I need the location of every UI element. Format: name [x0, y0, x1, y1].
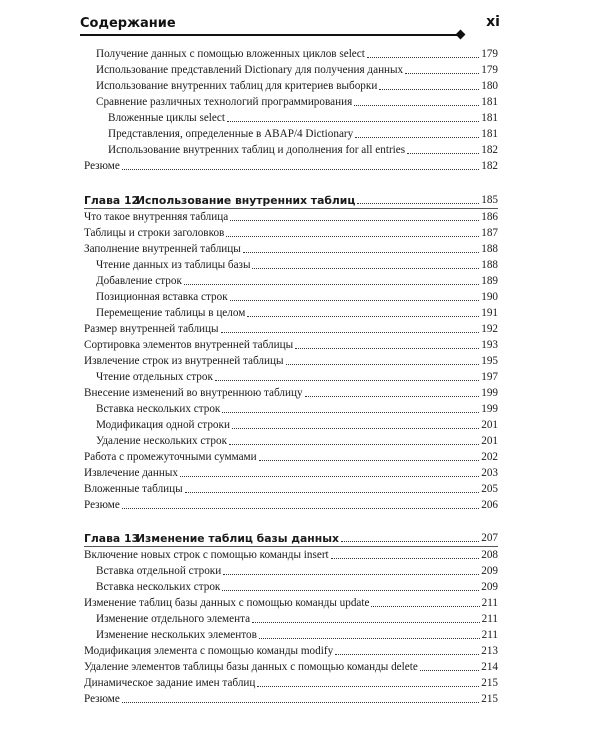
- toc-entry: [84, 158, 498, 173]
- toc-entry-page: 197: [481, 371, 498, 383]
- toc-entry-title: Сравнение различных технологий программирования: [96, 96, 353, 108]
- toc-entry: [84, 225, 498, 240]
- leader-dots: [379, 89, 479, 90]
- leader-dots: [184, 284, 479, 285]
- leader-dots: [295, 348, 479, 349]
- leader-dots: [367, 57, 479, 58]
- toc-entry-page: 215: [481, 677, 498, 689]
- toc-entry: [84, 611, 498, 626]
- toc-entry-title: Вставка нескольких строк: [96, 581, 221, 593]
- leader-dots: [355, 137, 479, 138]
- toc-entry-page: 208: [481, 549, 498, 561]
- toc-entry: [84, 595, 498, 610]
- toc-entry-title: Изменение нескольких элементов: [96, 629, 257, 641]
- toc-entry: [84, 94, 498, 109]
- toc-entry-title: Сортировка элементов внутренней таблицы: [84, 339, 294, 351]
- leader-dots: [122, 702, 479, 703]
- toc-entry-title: Внесение изменений во внутреннюю таблицу: [84, 387, 303, 399]
- toc-entry-page: 189: [481, 275, 498, 287]
- toc-entry-page: 211: [481, 613, 498, 625]
- chapter-page: 185: [481, 194, 498, 206]
- leader-dots: [259, 638, 480, 639]
- toc-entry: [84, 675, 498, 690]
- toc-entry-page: 191: [481, 307, 498, 319]
- toc-entry-title: Удаление элементов таблицы базы данных с помощью команды delete: [84, 661, 418, 673]
- toc-entry-title: Перемещение таблицы в целом: [96, 307, 246, 319]
- chapter-title: Изменение таблиц базы данных: [136, 532, 339, 545]
- toc-entry-page: 190: [481, 291, 498, 303]
- toc-entry-title: Удаление нескольких строк: [96, 435, 228, 447]
- leader-dots: [230, 220, 479, 221]
- toc-entry-title: Представления, определенные в ABAP/4 Dictionary: [108, 128, 354, 140]
- toc-entry-title: Включение новых строк с помощью команды insert: [84, 549, 329, 561]
- leader-dots: [185, 492, 480, 493]
- toc-entry: [84, 401, 498, 416]
- toc-entry-title: Что такое внутренняя таблица: [84, 211, 229, 223]
- toc-entry-page: 211: [481, 629, 498, 641]
- toc-entry-page: 206: [481, 499, 498, 511]
- toc-entry-page: 179: [481, 48, 498, 60]
- leader-dots: [223, 574, 479, 575]
- leader-dots: [335, 654, 479, 655]
- toc-entry-page: 199: [481, 387, 498, 399]
- toc-entry: [84, 110, 498, 125]
- toc-entry-page: 209: [481, 581, 498, 593]
- running-header: [80, 12, 500, 34]
- toc-entry: [84, 353, 498, 368]
- toc-entry-page: 201: [481, 435, 498, 447]
- toc-entry-page: 211: [481, 597, 498, 609]
- toc-entry: [84, 321, 498, 336]
- leader-dots: [229, 444, 479, 445]
- toc-entry-title: Таблицы и строки заголовков: [84, 227, 225, 239]
- toc-entry: [84, 417, 498, 432]
- toc-entry-title: Использование внутренних таблиц для критериев выборки: [96, 80, 378, 92]
- toc-entry-page: 202: [481, 451, 498, 463]
- toc-entry-page: 203: [481, 467, 498, 479]
- leader-dots: [331, 558, 480, 559]
- leader-dots: [180, 476, 479, 477]
- toc-entry: [84, 305, 498, 320]
- toc-entry-title: Чтение данных из таблицы базы: [96, 259, 251, 271]
- toc-entry-page: 181: [481, 128, 498, 140]
- toc-entry: [84, 691, 498, 706]
- toc-entry-title: Вложенные таблицы: [84, 483, 183, 495]
- toc-entry: [84, 627, 498, 642]
- leader-dots: [232, 428, 479, 429]
- toc-entry: [84, 579, 498, 594]
- toc-entry-title: Позиционная вставка строк: [96, 291, 228, 303]
- toc-entry-title: Резюме: [84, 160, 120, 172]
- leader-dots: [122, 169, 479, 170]
- leader-dots: [405, 73, 479, 74]
- toc-entry-page: 188: [481, 259, 498, 271]
- leader-dots: [227, 121, 479, 122]
- toc-entry-title: Модификация одной строки: [96, 419, 230, 431]
- leader-dots: [221, 332, 480, 333]
- header-title: Содержание: [80, 16, 176, 31]
- toc-entry-title: Размер внутренней таблицы: [84, 323, 219, 335]
- toc-entry: [84, 449, 498, 464]
- toc-entry-page: 179: [481, 64, 498, 76]
- toc-entry: [84, 289, 498, 304]
- toc-entry-page: 188: [481, 243, 498, 255]
- toc-entry: [84, 563, 498, 578]
- toc-entry: [84, 62, 498, 77]
- leader-dots: [420, 670, 479, 671]
- toc-entry-page: 181: [481, 112, 498, 124]
- leader-dots: [407, 153, 479, 154]
- chapter-label: Глава 13: [84, 532, 139, 545]
- leader-dots: [215, 380, 479, 381]
- toc-entry: [84, 337, 498, 352]
- toc-entry-title: Добавление строк: [96, 275, 182, 287]
- leader-dots: [252, 268, 479, 269]
- toc-entry-title: Вставка отдельной строки: [96, 565, 222, 577]
- toc-entry-page: 213: [481, 645, 498, 657]
- toc-entry: [84, 481, 498, 496]
- chapter-label: Глава 12: [84, 194, 139, 207]
- leader-dots: [357, 203, 479, 204]
- toc-entry: [84, 497, 498, 512]
- leader-dots: [286, 364, 480, 365]
- toc-entry-title: Модификация элемента с помощью команды modify: [84, 645, 334, 657]
- toc-entry: [84, 241, 498, 256]
- toc-entry: [84, 126, 498, 141]
- leader-dots: [252, 622, 480, 623]
- toc-entry: [84, 142, 498, 157]
- toc-entry-title: Вложенные циклы select: [108, 112, 225, 124]
- leader-dots: [243, 252, 479, 253]
- chapter-heading: [84, 192, 498, 207]
- toc-entry-title: Использование представлений Dictionary для получения данных: [96, 64, 404, 76]
- toc-entry-page: 215: [481, 693, 498, 705]
- leader-dots: [230, 300, 480, 301]
- toc-entry-title: Изменение таблиц базы данных с помощью команды update: [84, 597, 370, 609]
- leader-dots: [354, 105, 479, 106]
- toc-entry: [84, 209, 498, 224]
- toc-entry: [84, 369, 498, 384]
- toc-entry-title: Резюме: [84, 693, 120, 705]
- header-page-number: xi: [486, 14, 500, 30]
- toc-entry: [84, 643, 498, 658]
- toc-entry-page: 182: [481, 160, 498, 172]
- leader-dots: [305, 396, 480, 397]
- leader-dots: [122, 508, 479, 509]
- toc-entry-title: Извлечение строк из внутренней таблицы: [84, 355, 284, 367]
- toc-entry: [84, 78, 498, 93]
- toc-entry-page: 182: [481, 144, 498, 156]
- toc-entry-title: Заполнение внутренней таблицы: [84, 243, 241, 255]
- toc-entry: [84, 385, 498, 400]
- toc-entry-title: Работа с промежуточными суммами: [84, 451, 257, 463]
- toc-entry-page: 199: [481, 403, 498, 415]
- chapter-title: Использование внутренних таблиц: [136, 194, 356, 207]
- toc-entry-page: 187: [481, 227, 498, 239]
- leader-dots: [341, 541, 479, 542]
- toc-entry-page: 186: [481, 211, 498, 223]
- toc-entry-page: 195: [481, 355, 498, 367]
- toc-entry-page: 209: [481, 565, 498, 577]
- leader-dots: [226, 236, 479, 237]
- leader-dots: [259, 460, 480, 461]
- toc-entry-title: Вставка нескольких строк: [96, 403, 221, 415]
- leader-dots: [257, 686, 479, 687]
- toc-entry-page: 193: [481, 339, 498, 351]
- toc-entry-title: Изменение отдельного элемента: [96, 613, 251, 625]
- toc-entry-page: 192: [481, 323, 498, 335]
- toc-entry-title: Динамическое задание имен таблиц: [84, 677, 256, 689]
- toc-entry-title: Резюме: [84, 499, 120, 511]
- toc-entry-title: Получение данных с помощью вложенных циклов select: [96, 48, 365, 60]
- leader-dots: [222, 590, 479, 591]
- toc-entry-page: 205: [481, 483, 498, 495]
- leader-dots: [222, 412, 479, 413]
- toc-entry: [84, 257, 498, 272]
- toc-entry-page: 180: [481, 80, 498, 92]
- toc-entry: [84, 46, 498, 61]
- toc-entry: [84, 273, 498, 288]
- toc-entry-title: Чтение отдельных строк: [96, 371, 213, 383]
- toc-entry-page: 181: [481, 96, 498, 108]
- leader-dots: [371, 606, 479, 607]
- toc-entry-title: Извлечение данных: [84, 467, 178, 479]
- chapter-heading: [84, 530, 498, 545]
- header-rule: [80, 34, 461, 36]
- toc-entry: [84, 433, 498, 448]
- toc-entry-title: Использование внутренних таблиц и дополнения for all entries: [108, 144, 406, 156]
- toc-entry-page: 214: [481, 661, 498, 673]
- toc-entry: [84, 465, 498, 480]
- leader-dots: [247, 316, 479, 317]
- chapter-page: 207: [481, 532, 498, 544]
- toc-entry-page: 201: [481, 419, 498, 431]
- toc-entry: [84, 659, 498, 674]
- header-diamond-ornament: [456, 30, 466, 40]
- toc-entry: [84, 547, 498, 562]
